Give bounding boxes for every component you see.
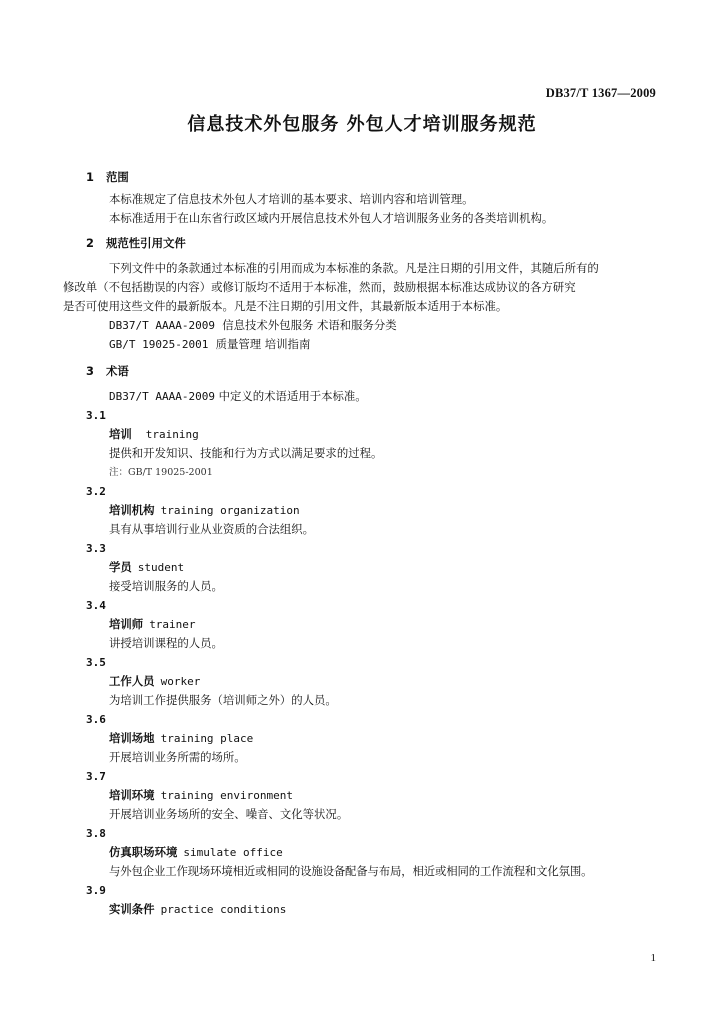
term-zh: 培训环境 — [109, 788, 155, 802]
section-title: 术语 — [106, 364, 129, 378]
document-body — [63, 168, 658, 919]
term-name — [86, 558, 658, 577]
term-name — [86, 729, 658, 748]
term-en: training place — [160, 732, 254, 745]
term-definition: 具有从事培训行业从业资质的合法组织。 — [109, 522, 315, 536]
reference-item — [86, 335, 658, 354]
standard-code: DB37/T 1367—2009 — [545, 86, 656, 100]
reference-title: 信息技术外包服务 术语和服务分类 — [222, 318, 397, 332]
term-en: training — [145, 428, 199, 441]
term-zh: 培训 — [109, 427, 132, 441]
reference-code: GB/T 19025-2001 — [109, 338, 209, 351]
terms-intro-code: DB37/T AAAA-2009 — [109, 390, 215, 403]
term-definition: 提供和开发知识、技能和行为方式以满足要求的过程。 — [109, 446, 383, 460]
term-zh: 仿真职场环境 — [109, 845, 178, 859]
term-name — [86, 843, 658, 862]
reference-title: 质量管理 培训指南 — [215, 337, 311, 351]
refs-intro-line: 下列文件中的条款通过本标准的引用而成为本标准的条款。凡是注日期的引用文件，其随后所有的 — [109, 261, 599, 275]
term-definition: 为培训工作提供服务（培训师之外）的人员。 — [109, 693, 337, 707]
section-heading-scope — [86, 168, 658, 187]
term-zh: 培训师 — [109, 617, 144, 631]
term-name — [86, 615, 658, 634]
term-name — [86, 672, 658, 691]
section-heading-terms — [86, 362, 658, 381]
term-number: 3.4 — [86, 599, 106, 612]
term-name — [86, 425, 658, 444]
term-definition: 与外包企业工作现场环境相近或相同的设施设备配备与布局，相近或相同的工作流程和文化氛围。 — [109, 864, 593, 878]
term-number: 3.6 — [86, 713, 106, 726]
terms-intro-text: 中定义的术语适用于本标准。 — [218, 389, 367, 403]
refs-intro-paragraph — [63, 259, 658, 316]
term-zh: 学员 — [109, 560, 132, 574]
reference-code: DB37/T AAAA-2009 — [109, 319, 215, 332]
term-zh: 培训场地 — [109, 731, 155, 745]
term-zh: 实训条件 — [109, 902, 155, 916]
terms-intro — [86, 387, 658, 406]
refs-intro-line: 修改单（不包括勘误的内容）或修订版均不适用于本标准，然而，鼓励根据本标准达成协议的各方研究 — [63, 280, 576, 294]
term-number: 3.5 — [86, 656, 106, 669]
section-title: 规范性引用文件 — [106, 236, 186, 250]
term-en: trainer — [149, 618, 196, 631]
term-name — [86, 501, 658, 520]
term-zh: 培训机构 — [109, 503, 155, 517]
term-number: 3.7 — [86, 770, 106, 783]
section-title: 范围 — [106, 170, 129, 184]
term-number: 3.3 — [86, 542, 106, 555]
scope-paragraph: 本标准规定了信息技术外包人才培训的基本要求、培训内容和培训管理。 — [109, 192, 474, 206]
term-definition: 接受培训服务的人员。 — [109, 579, 223, 593]
section-heading-refs — [86, 234, 658, 253]
page-number: 1 — [650, 952, 656, 964]
term-en: simulate office — [183, 846, 283, 859]
term-en: training environment — [160, 789, 294, 802]
document-title: 信息技术外包服务 外包人才培训服务规范 — [187, 114, 537, 135]
refs-intro-line: 是否可使用这些文件的最新版本。凡是不注日期的引用文件，其最新版本适用于本标准。 — [63, 299, 508, 313]
term-en: student — [137, 561, 185, 574]
term-number: 3.2 — [86, 485, 106, 498]
section-number: 2 — [86, 236, 94, 250]
term-note: 注：GB/T 19025-2001 — [109, 467, 213, 478]
term-en: worker — [160, 675, 201, 688]
section-number: 3 — [86, 364, 94, 378]
term-definition: 讲授培训课程的人员。 — [109, 636, 223, 650]
term-en: practice conditions — [160, 903, 287, 916]
term-definition: 开展培训业务场所的安全、噪音、文化等状况。 — [109, 807, 349, 821]
term-name — [86, 900, 658, 919]
reference-item — [86, 316, 658, 335]
term-number: 3.1 — [86, 409, 106, 422]
term-zh: 工作人员 — [109, 674, 155, 688]
term-number: 3.8 — [86, 827, 106, 840]
term-definition: 开展培训业务所需的场所。 — [109, 750, 246, 764]
term-name — [86, 786, 658, 805]
term-en: training organization — [160, 504, 300, 517]
term-number: 3.9 — [86, 884, 106, 897]
section-number: 1 — [86, 170, 94, 184]
scope-paragraph: 本标准适用于在山东省行政区域内开展信息技术外包人才培训服务业务的各类培训机构。 — [109, 211, 554, 225]
